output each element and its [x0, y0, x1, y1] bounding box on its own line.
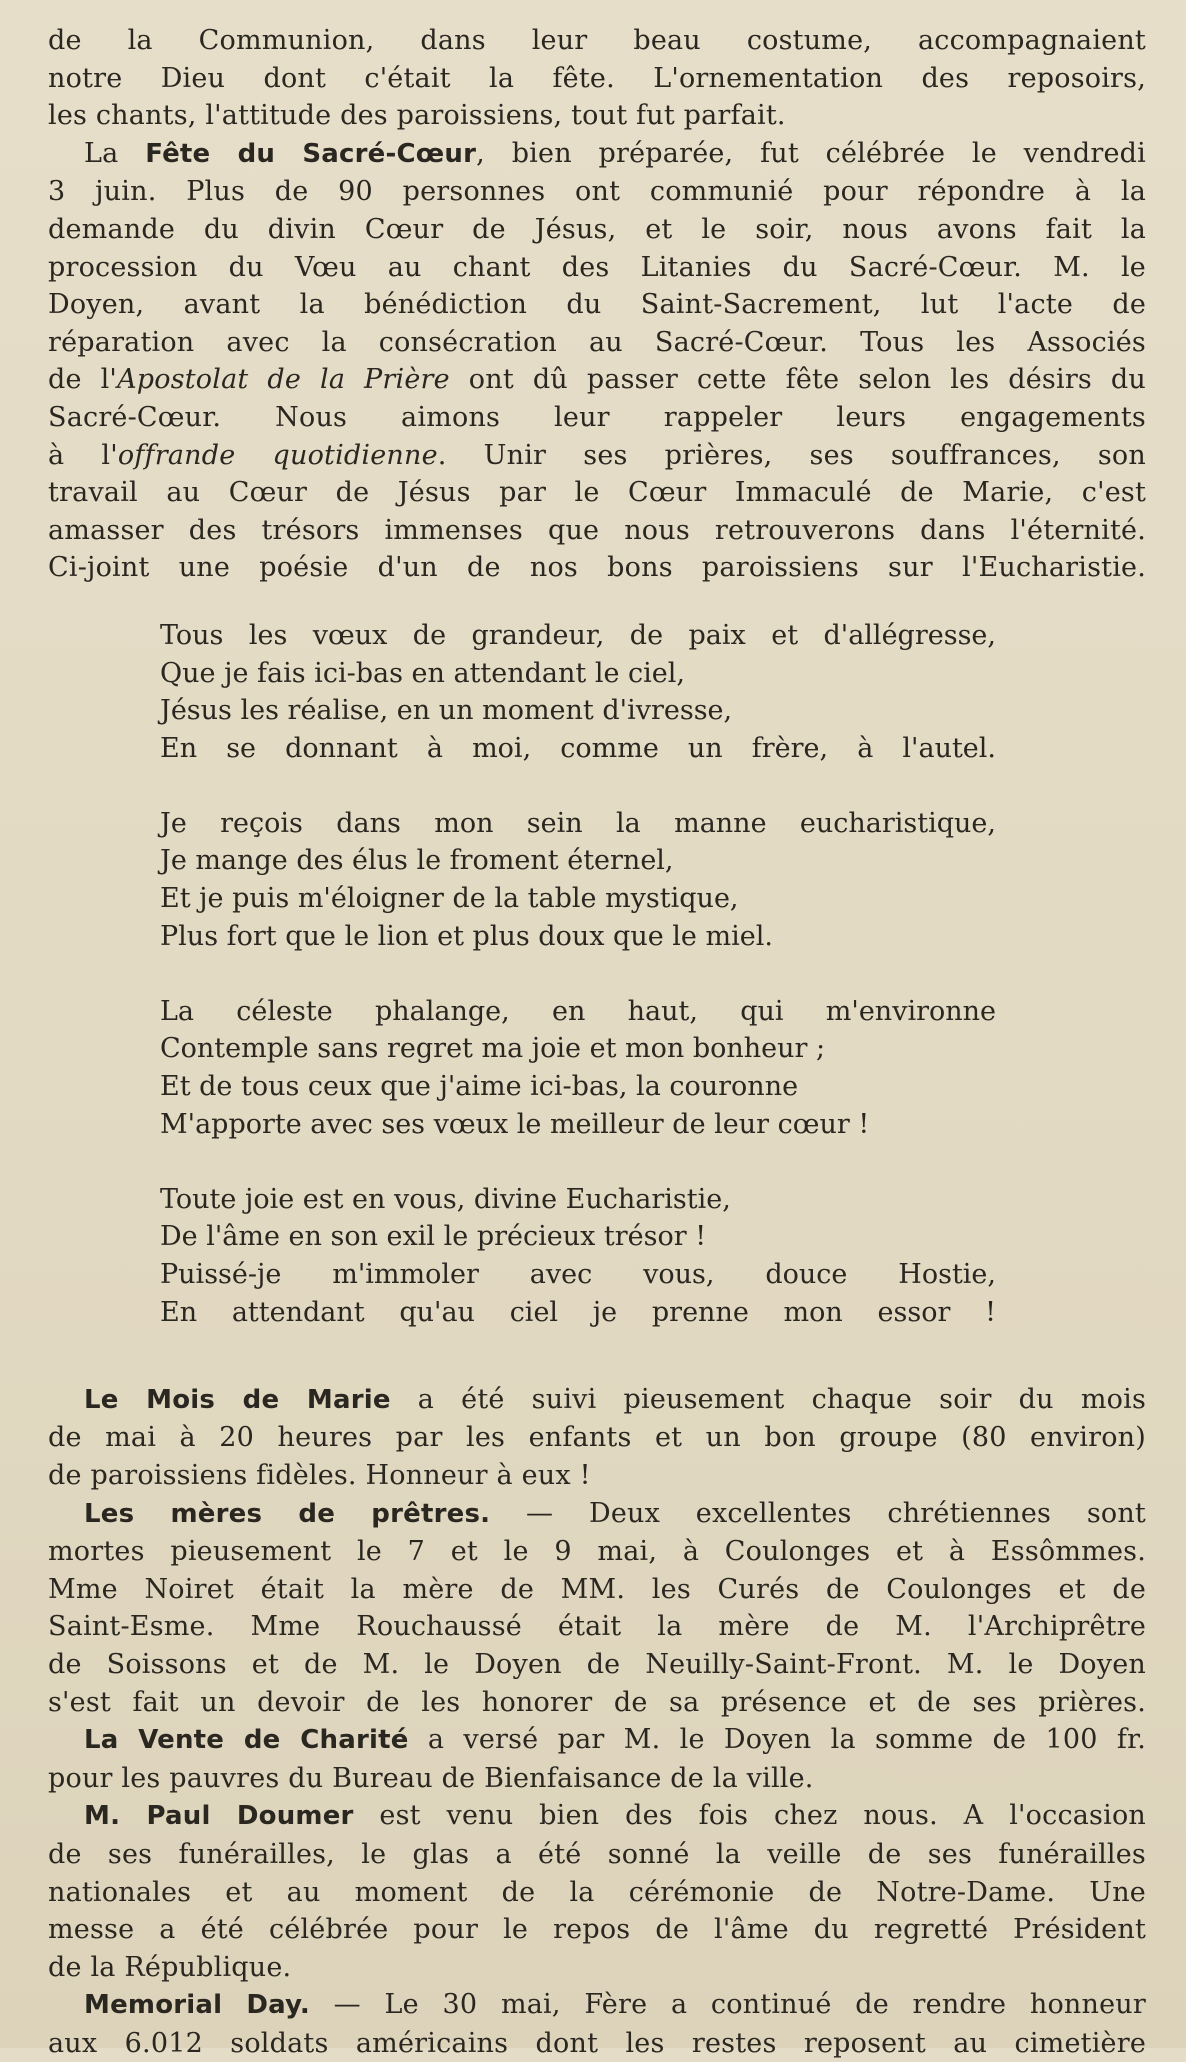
section-heading-mois-de-marie: Le Mois de Marie — [84, 1384, 391, 1415]
text-line: nationales et au moment de la cérémonie de Notre-Dame. Une — [48, 1876, 1146, 1908]
text-line: travail au Cœur de Jésus par le Cœur Immaculé de Marie, c'est — [48, 477, 1146, 509]
text-line: de la Communion, dans leur beau costume, accompagnaient — [48, 25, 1146, 56]
text-line: amasser des trésors immenses que nous retrouverons dans l'éternité. — [48, 514, 1146, 546]
text-line: La Fête du Sacré-Cœur, bien préparée, fut célébrée le vendredi — [84, 137, 1146, 169]
poem-verse: Toute joie est en vous, divine Eucharistie, — [160, 1183, 731, 1215]
paragraph-meres-de-pretres — [48, 1495, 1146, 1722]
text-line: de l'Apostolat de la Prière ont dû passer cette fête selon les désirs du — [48, 364, 1146, 396]
text-line: les chants, l'attitude des paroissiens, tout fut parfait. — [48, 100, 786, 132]
text-line: réparation avec la consécration au Sacré-Cœur. Tous les Associés — [48, 326, 1146, 358]
paragraph-memorial-day — [48, 1986, 1146, 2062]
poem — [48, 617, 1146, 1331]
text-line: notre Dieu dont c'était la fête. L'ornementation des reposoirs, — [48, 62, 1146, 94]
text-line: Ci-joint une poésie d'un de nos bons paroissiens sur l'Eucharistie. — [48, 552, 1146, 584]
text-line: s'est fait un devoir de les honorer de sa présence et de ses prières. — [48, 1686, 1146, 1718]
text-line: de Soissons et de M. le Doyen de Neuilly-Saint-Front. M. le Doyen — [48, 1648, 1146, 1680]
poem-verse: En attendant qu'au ciel je prenne mon essor ! — [160, 1296, 996, 1328]
text-line: Saint-Esme. Mme Rouchaussé était la mère de M. l'Archiprêtre — [48, 1611, 1146, 1643]
text-line: de paroissiens fidèles. Honneur à eux ! — [48, 1459, 591, 1491]
section-heading-meres-de-pretres: Les mères de prêtres. — [84, 1498, 491, 1529]
text-line: La Vente de Charité a versé par M. le Doyen la somme de 100 fr. — [84, 1724, 1146, 1756]
poem-verse: Et de tous ceux que j'aime ici-bas, la couronne — [160, 1071, 799, 1103]
poem-verse: Je reçois dans mon sein la manne eucharistique, — [160, 807, 996, 839]
paragraph-mois-de-marie — [48, 1381, 1146, 1495]
poem-verse: Que je fais ici-bas en attendant le ciel, — [160, 657, 685, 689]
poem-stanza — [160, 1181, 996, 1331]
poem-stanza — [160, 805, 996, 955]
text-line: 3 juin. Plus de 90 personnes ont communié pour répondre à la — [48, 176, 1146, 208]
text-line: de ses funérailles, le glas a été sonné la veille de ses funérailles — [48, 1838, 1146, 1870]
poem-stanza — [160, 993, 996, 1143]
text-line: de la République. — [48, 1951, 292, 1983]
text-line: Memorial Day. — Le 30 mai, Fère a continué de rendre honneur — [84, 1989, 1146, 2021]
text-line: Sacré-Cœur. Nous aimons leur rappeler leurs engagements — [48, 401, 1146, 433]
poem-verse: Et je puis m'éloigner de la table mystique, — [160, 883, 739, 915]
poem-verse: En se donnant à moi, comme un frère, à l'autel. — [160, 732, 996, 764]
poem-verse: Tous les vœux de grandeur, de paix et d'allégresse, — [160, 619, 996, 651]
paragraph-vente-de-charite — [48, 1721, 1146, 1797]
poem-verse: Je mange des élus le froment éternel, — [160, 845, 674, 877]
poem-verse: Jésus les réalise, en un moment d'ivresse, — [160, 695, 733, 727]
section-heading-vente-de-charite: La Vente de Charité — [84, 1725, 409, 1756]
poem-verse: La céleste phalange, en haut, qui m'environne — [160, 995, 996, 1027]
paragraph-paul-doumer — [48, 1797, 1146, 1986]
poem-verse: De l'âme en son exil le précieux trésor ! — [160, 1221, 707, 1253]
text-line: Les mères de prêtres. — Deux excellentes chrétiennes sont — [84, 1497, 1146, 1529]
paragraph-sacre-coeur — [48, 135, 1146, 587]
section-heading-paul-doumer: M. Paul Doumer — [84, 1801, 354, 1832]
text-line: Le Mois de Marie a été suivi pieusement chaque soir du mois — [84, 1383, 1146, 1415]
poem-verse: Contemple sans regret ma joie et mon bonheur ; — [160, 1033, 826, 1065]
text-line: demande du divin Cœur de Jésus, et le soir, nous avons fait la — [48, 213, 1146, 245]
poem-verse: Plus fort que le lion et plus doux que le miel. — [160, 920, 773, 952]
text-line: de mai à 20 heures par les enfants et un bon groupe (80 environ) — [48, 1422, 1146, 1454]
text-line: procession du Vœu au chant des Litanies du Sacré-Cœur. M. le — [48, 251, 1146, 283]
text-line: aux 6.012 soldats américains dont les restes reposent au cimetière — [48, 2027, 1146, 2059]
poem-verse: Puissé-je m'immoler avec vous, douce Hostie, — [160, 1259, 996, 1290]
poem-verse: M'apporte avec ses vœux le meilleur de leur cœur ! — [160, 1108, 870, 1140]
section-heading-memorial-day: Memorial Day. — [84, 1990, 310, 2021]
text-line: Mme Noiret était la mère de MM. les Curés de Coulonges et de — [48, 1573, 1146, 1605]
text-line: pour les pauvres du Bureau de Bienfaisance de la ville. — [48, 1762, 814, 1794]
poem-stanza — [160, 617, 996, 767]
text-line: à l'offrande quotidienne. Unir ses prières, ses souffrances, son — [48, 439, 1146, 471]
text-line: messe a été célébrée pour le repos de l'âme du regretté Président — [48, 1914, 1146, 1946]
text-line: mortes pieusement le 7 et le 9 mai, à Coulonges et à Essômmes. — [48, 1536, 1146, 1568]
section-heading-sacre-coeur: Fête du Sacré-Cœur — [145, 138, 477, 169]
text-line: Doyen, avant la bénédiction du Saint-Sacrement, lut l'acte de — [48, 289, 1146, 321]
text-line: M. Paul Doumer est venu bien des fois chez nous. A l'occasion — [84, 1800, 1146, 1832]
paragraph-communion — [48, 22, 1146, 135]
